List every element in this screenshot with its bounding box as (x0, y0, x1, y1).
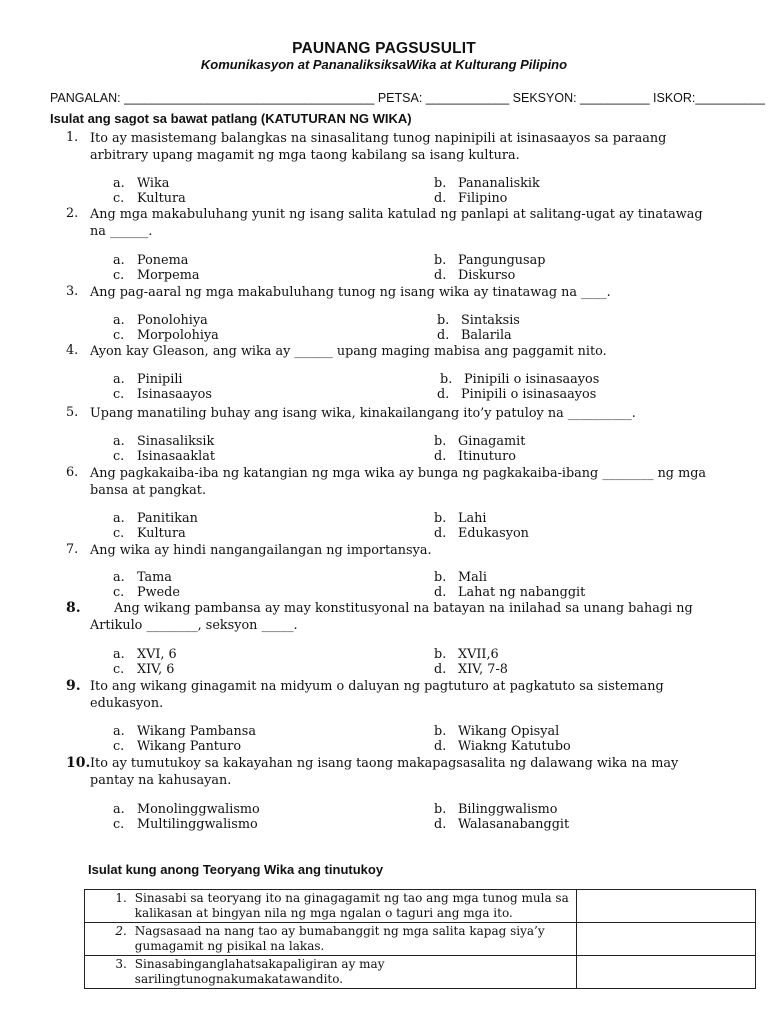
option-letter: d. (437, 387, 450, 402)
answer-cell[interactable] (576, 923, 755, 956)
option-letter: b. (434, 647, 447, 662)
option-text: Multilinggwalismo (137, 817, 258, 832)
option-text: Kultura (137, 191, 186, 206)
option-text: Lahi (458, 511, 487, 526)
option-letter: a. (113, 313, 125, 328)
option-text: Pinipili (137, 372, 183, 387)
option-b[interactable] (434, 724, 559, 739)
question-number: 8. (66, 600, 81, 616)
option-c[interactable] (113, 268, 199, 283)
option-letter: a. (113, 511, 125, 526)
option-text: Kultura (137, 526, 186, 541)
option-text: XIV, 6 (137, 662, 175, 677)
option-b[interactable] (434, 176, 540, 191)
option-text: Wika (137, 176, 170, 191)
option-letter: c. (113, 817, 125, 832)
option-a[interactable] (113, 434, 214, 449)
option-b[interactable] (434, 253, 545, 268)
option-text: Pinipili o isinasaayos (461, 387, 597, 402)
option-c[interactable] (113, 662, 174, 677)
option-d[interactable] (437, 387, 596, 402)
question-number: 9. (66, 678, 81, 694)
question-text: Ang pag-aaral ng mga makabuluhang tunog ng isang wika ay tinatawag na ____. (90, 285, 611, 300)
option-a[interactable] (113, 570, 172, 585)
option-letter: a. (113, 647, 125, 662)
section2-instruction: Isulat kung anong Teoryang Wika ang tinutukoy (88, 862, 384, 877)
option-a[interactable] (113, 253, 188, 268)
option-letter: b. (434, 511, 447, 526)
option-letter: b. (440, 372, 453, 387)
option-c[interactable] (113, 817, 258, 832)
option-d[interactable] (434, 526, 529, 541)
option-text: Monolinggwalismo (137, 802, 260, 817)
option-letter: a. (113, 372, 125, 387)
option-d[interactable] (434, 449, 516, 464)
option-c[interactable] (113, 585, 180, 600)
option-d[interactable] (434, 662, 508, 677)
option-a[interactable] (113, 176, 169, 191)
option-letter: b. (434, 724, 447, 739)
option-letter: d. (434, 662, 447, 677)
option-a[interactable] (113, 724, 256, 739)
option-c[interactable] (113, 191, 186, 206)
option-text: Bilinggwalismo (458, 802, 558, 817)
question-number: 1. (66, 130, 79, 145)
option-text: Wiakng Katutubo (458, 739, 571, 754)
table-row (85, 923, 756, 956)
option-letter: c. (113, 268, 125, 283)
option-text: Morpema (137, 268, 200, 283)
option-letter: c. (113, 191, 125, 206)
section1-instruction: Isulat ang sagot sa bawat patlang (KATUTURAN NG WIKA) (50, 111, 412, 126)
option-d[interactable] (434, 585, 585, 600)
option-a[interactable] (113, 647, 177, 662)
option-text: Lahat ng nabanggit (458, 585, 586, 600)
option-letter: a. (113, 434, 125, 449)
question-number: 10. (66, 755, 91, 771)
option-text: Balarila (461, 328, 512, 343)
answer-cell[interactable] (576, 890, 755, 923)
option-letter: c. (113, 526, 125, 541)
option-letter: a. (113, 176, 125, 191)
option-b[interactable] (434, 647, 499, 662)
option-letter: b. (437, 313, 450, 328)
question-text: Ang wikang pambansa ay may konstitusyonal na batayan na inilahad sa unang bahagi ng Artikulo ________, seksyon _____. (90, 601, 693, 633)
option-b[interactable] (434, 511, 486, 526)
option-c[interactable] (113, 526, 186, 541)
option-text: Filipino (458, 191, 508, 206)
option-d[interactable] (437, 328, 512, 343)
row-number: 3. (85, 956, 131, 989)
option-d[interactable] (434, 191, 507, 206)
option-letter: c. (113, 387, 125, 402)
option-letter: d. (434, 268, 447, 283)
option-letter: b. (434, 176, 447, 191)
option-text: Panitikan (137, 511, 198, 526)
option-text: Isinasaaklat (137, 449, 216, 464)
question-text: Ito ay masistemang balangkas na sinasalitang tunog napinipili at isinasaayos sa paraang arbitrary upang magamit ng mga taong kabilang sa isang kultura. (90, 131, 667, 163)
option-text: XVI, 6 (137, 647, 177, 662)
option-text: Wikang Opisyal (458, 724, 560, 739)
option-text: Pangungusap (458, 253, 546, 268)
option-b[interactable] (437, 313, 520, 328)
option-letter: a. (113, 570, 125, 585)
option-letter: c. (113, 328, 125, 343)
option-text: Diskurso (458, 268, 516, 283)
option-letter: b. (434, 434, 447, 449)
option-letter: c. (113, 449, 125, 464)
question-text: Ang wika ay hindi nangangailangan ng importansya. (90, 543, 432, 558)
table-row (85, 956, 756, 989)
option-letter: a. (113, 724, 125, 739)
option-c[interactable] (113, 328, 219, 343)
question-number: 5. (66, 405, 79, 420)
option-letter: d. (434, 449, 447, 464)
option-letter: d. (434, 739, 447, 754)
question-text: Ito ang wikang ginagamit na midyum o daluyan ng pagtuturo at pagkatuto sa sistemang edukasyon. (90, 679, 664, 711)
option-d[interactable] (434, 268, 515, 283)
student-info-line: PANGALAN: ____________________________________ PETSA: ____________ SEKSYON: __________ ISKOR:__________ (50, 91, 765, 105)
option-text: Tama (137, 570, 172, 585)
question-text: Upang manatiling buhay ang isang wika, kinakailangang ito’y patuloy na __________. (90, 406, 636, 421)
option-text: Pinipili o isinasaayos (464, 372, 600, 387)
option-b[interactable] (434, 802, 557, 817)
option-letter: a. (113, 253, 125, 268)
option-text: Walasanabanggit (458, 817, 570, 832)
question-text: Ito ay tumutukoy sa kakayahan ng isang taong makapagsasalita ng dalawang wika na may pantay na kahusayan. (90, 756, 679, 788)
option-b[interactable] (434, 434, 525, 449)
question-text: Ang pagkakaiba-iba ng katangian ng mga wika ay bunga ng pagkakaiba-ibang ________ ng mga bansa at pangkat. (90, 466, 707, 498)
option-text: Pananaliskik (458, 176, 540, 191)
option-letter: b. (434, 802, 447, 817)
row-text: Sinasabi sa teoryang ito na ginagagamit ng tao ang mga tunog mula sa kalikasan at bingyan nila ng mga ngalan o taguri ang mga ito. (131, 890, 577, 923)
question-number: 4. (66, 343, 79, 358)
option-a[interactable] (113, 802, 260, 817)
option-text: XIV, 7-8 (458, 662, 508, 677)
test-title: PAUNANG PAGSUSULIT (292, 40, 476, 57)
row-text: Nagsasaad na nang tao ay bumabanggit ng mga salita kapag siya’y gumagamit ng pisikal na lakas. (131, 923, 577, 956)
option-letter: a. (113, 802, 125, 817)
option-text: Wikang Panturo (137, 739, 242, 754)
option-letter: b. (434, 253, 447, 268)
option-c[interactable] (113, 387, 212, 402)
option-text: Edukasyon (458, 526, 529, 541)
option-text: Pwede (137, 585, 180, 600)
option-text: Wikang Pambansa (137, 724, 256, 739)
option-text: Isinasaayos (137, 387, 212, 402)
question-number: 3. (66, 284, 79, 299)
question-number: 2. (66, 206, 79, 221)
option-text: Ponolohiya (137, 313, 208, 328)
question-number: 6. (66, 465, 79, 480)
option-letter: c. (113, 739, 125, 754)
option-letter: c. (113, 662, 125, 677)
option-d[interactable] (434, 739, 571, 754)
row-text: Sinasabinganglahatsakapaligiran ay may sarilingtunognakumakatawandito. (131, 956, 577, 989)
option-b[interactable] (440, 372, 599, 387)
question-number: 7. (66, 542, 79, 557)
option-letter: c. (113, 585, 125, 600)
row-number: 1. (85, 890, 131, 923)
option-text: Morpolohiya (137, 328, 219, 343)
question-text: Ayon kay Gleason, ang wika ay ______ upang maging mabisa ang paggamit nito. (90, 344, 607, 359)
option-a[interactable] (113, 372, 183, 387)
option-letter: d. (434, 817, 447, 832)
option-text: Sintaksis (461, 313, 520, 328)
question-text: Ang mga makabuluhang yunit ng isang salita katulad ng panlapi at salitang-ugat ay tinatawag na ______. (90, 207, 703, 239)
option-letter: d. (434, 526, 447, 541)
option-text: Sinasaliksik (137, 434, 215, 449)
theory-table (84, 889, 756, 989)
option-text: Itinuturo (458, 449, 516, 464)
option-text: XVII,6 (458, 647, 499, 662)
table-row (85, 890, 756, 923)
option-a[interactable] (113, 511, 198, 526)
option-d[interactable] (434, 817, 569, 832)
option-letter: d. (437, 328, 450, 343)
option-b[interactable] (434, 570, 487, 585)
test-subtitle: Komunikasyon at PananaliksiksaWika at Kulturang Pilipino (200, 57, 568, 72)
option-c[interactable] (113, 739, 241, 754)
option-letter: d. (434, 191, 447, 206)
option-letter: d. (434, 585, 447, 600)
row-number: 2. (85, 923, 131, 956)
option-a[interactable] (113, 313, 208, 328)
option-text: Ginagamit (458, 434, 526, 449)
option-letter: b. (434, 570, 447, 585)
answer-cell[interactable] (576, 956, 755, 989)
option-c[interactable] (113, 449, 215, 464)
option-text: Mali (458, 570, 487, 585)
option-text: Ponema (137, 253, 189, 268)
